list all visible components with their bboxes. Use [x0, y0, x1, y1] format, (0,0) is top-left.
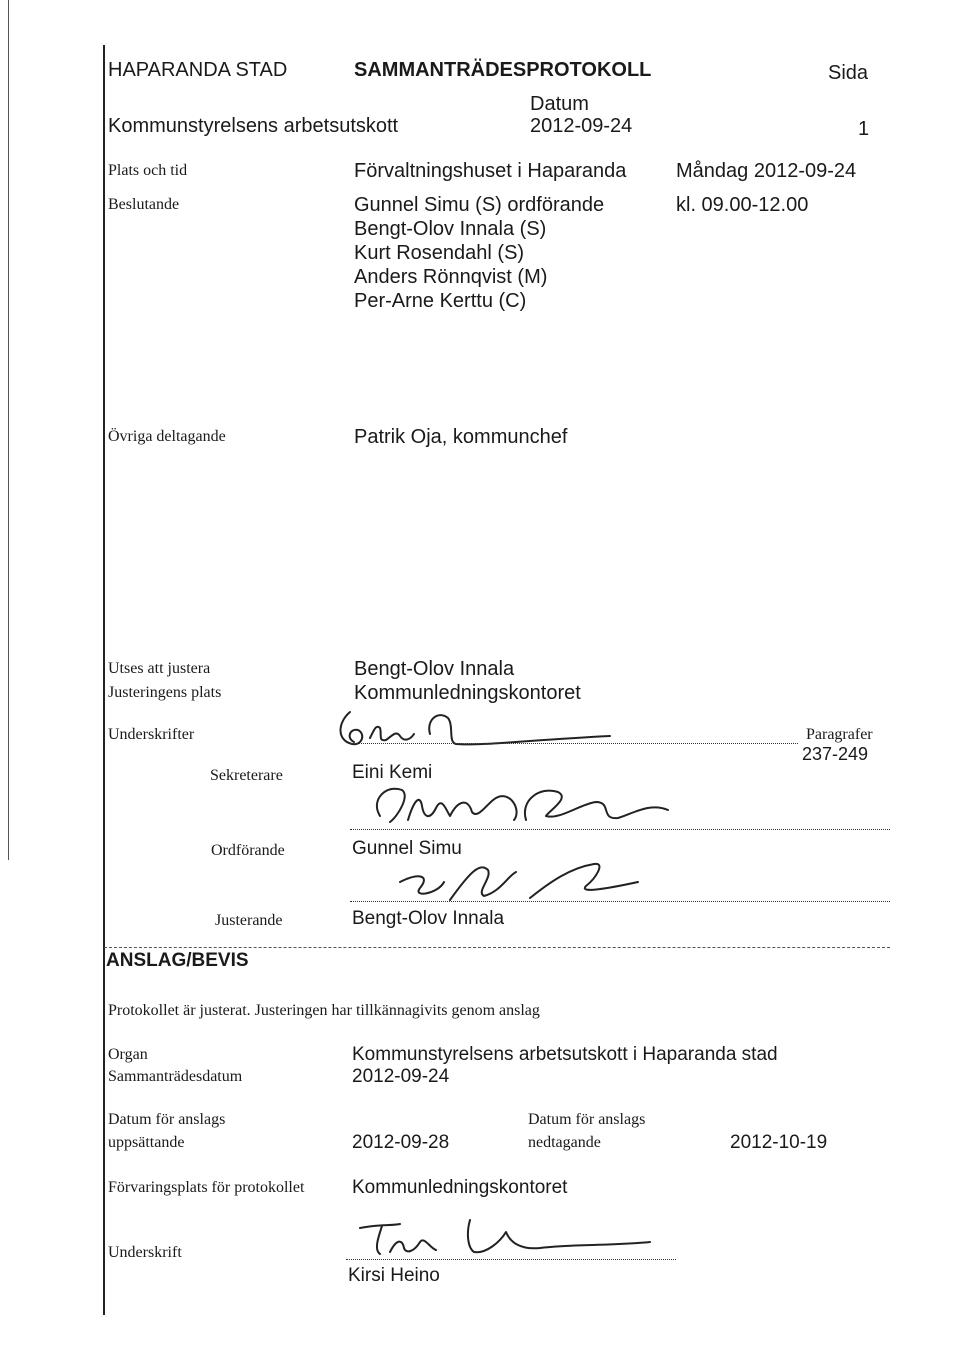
storage-place: Kommunledningskontoret — [352, 1177, 568, 1198]
secretary-dotted-line — [350, 743, 798, 744]
others-label: Övriga deltagande — [108, 428, 226, 445]
chair-label: Ordförande — [211, 842, 285, 859]
adjuster-dotted-line — [350, 901, 890, 902]
margin-line — [103, 45, 105, 1315]
notice-title: ANSLAG/BEVIS — [106, 950, 249, 971]
appointed-adjuster: Bengt-Olov Innala — [354, 658, 515, 680]
signature-label: Underskrift — [108, 1244, 182, 1261]
posting-label-line1: Datum för anslags — [108, 1111, 226, 1128]
appointed-label: Utses att justera — [108, 660, 211, 677]
place-label: Plats och tid — [108, 162, 188, 179]
chair-dotted-line — [350, 829, 890, 830]
page-number: 1 — [858, 118, 870, 140]
meeting-place: Förvaltningshuset i Haparanda — [354, 160, 627, 182]
organ-name: Kommunstyrelsens arbetsutskott i Haparanda stad — [352, 1044, 778, 1065]
paragraphs-label: Paragrafer — [806, 726, 873, 743]
decider-item: Anders Rönnqvist (M) — [354, 266, 548, 288]
notice-signature — [350, 1212, 690, 1262]
adjuster-label: Justerande — [215, 912, 283, 929]
removal-date: 2012-10-19 — [730, 1132, 828, 1153]
document-type: SAMMANTRÄDESPROTOKOLL — [354, 59, 652, 81]
signatures-label: Underskrifter — [108, 726, 195, 743]
posting-label-line2: uppsättande — [108, 1134, 185, 1151]
decider-item: Bengt-Olov Innala (S) — [354, 218, 547, 240]
adjustment-place-label: Justeringens plats — [108, 684, 222, 701]
adjuster-signature — [380, 852, 680, 912]
date-label: Datum — [530, 93, 589, 115]
decider-item: Kurt Rosendahl (S) — [354, 242, 525, 264]
others-attending: Patrik Oja, kommunchef — [354, 426, 568, 448]
paragraphs-range: 237-249 — [802, 744, 869, 764]
secretary-label: Sekreterare — [210, 767, 283, 784]
notice-statement: Protokollet är justerat. Justeringen har tillkännagivits genom anslag — [108, 1002, 540, 1019]
deciders-label: Beslutande — [108, 196, 180, 213]
adjustment-place: Kommunledningskontoret — [354, 682, 581, 704]
posting-date: 2012-09-28 — [352, 1132, 450, 1153]
removal-label-line1: Datum för anslags — [528, 1111, 646, 1128]
meeting-date: 2012-09-24 — [352, 1066, 450, 1087]
decider-item: Gunnel Simu (S) ordförande — [354, 194, 605, 216]
organ-label: Organ — [108, 1046, 148, 1063]
removal-label-line2: nedtagande — [528, 1134, 601, 1151]
committee-name: Kommunstyrelsens arbetsutskott — [108, 115, 399, 137]
adjuster-name: Bengt-Olov Innala — [352, 908, 505, 929]
storage-label: Förvaringsplats för protokollet — [108, 1179, 305, 1196]
municipality-name: HAPARANDA STAD — [108, 59, 288, 81]
chair-name: Gunnel Simu — [352, 838, 462, 859]
meeting-day-date: Måndag 2012-09-24 — [676, 160, 857, 182]
chair-signature — [350, 780, 690, 840]
decider-item: Per-Arne Kerttu (C) — [354, 290, 527, 312]
meeting-date-label: Sammanträdesdatum — [108, 1068, 243, 1085]
secretary-name: Eini Kemi — [352, 762, 433, 783]
section-divider — [104, 947, 890, 948]
scan-edge-line — [8, 0, 9, 860]
header-date: 2012-09-24 — [530, 115, 633, 137]
meeting-time: kl. 09.00-12.00 — [676, 194, 809, 216]
secretary-signature — [330, 700, 630, 760]
notice-signer-name: Kirsi Heino — [348, 1265, 440, 1286]
notice-dotted-line — [346, 1259, 676, 1260]
page-label: Sida — [828, 62, 869, 84]
